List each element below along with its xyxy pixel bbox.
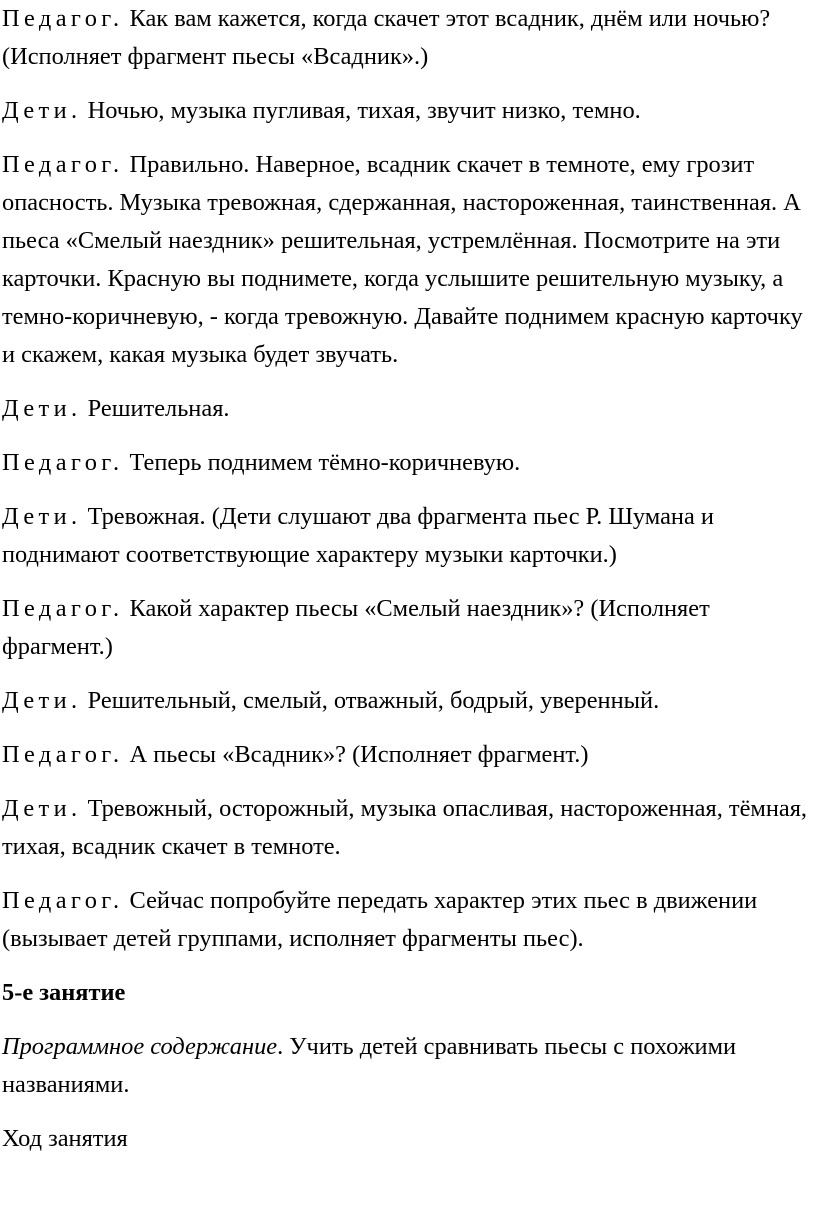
- dialogue-paragraph: [2, 590, 814, 666]
- dialogue-paragraph: [2, 882, 814, 958]
- speaker-label: Педагог.: [2, 151, 124, 178]
- speaker-label: Дети.: [2, 687, 82, 714]
- speaker-label: Педагог.: [2, 5, 124, 32]
- dialogue-paragraph: [2, 92, 814, 130]
- dialogue-paragraph: [2, 390, 814, 428]
- dialogue-paragraph: [2, 790, 814, 866]
- speaker-label: Дети.: [2, 97, 82, 124]
- speaker-label: Педагог.: [2, 595, 124, 622]
- program-paragraph: [2, 1028, 814, 1104]
- paragraph-text: Какой характер пьесы «Смелый наездник»? (Исполняет фрагмент.): [2, 595, 710, 660]
- speaker-label: Дети.: [2, 395, 82, 422]
- paragraph-text: Решительный, смелый, отважный, бодрый, уверенный.: [81, 687, 660, 714]
- dialogue-paragraph: [2, 444, 814, 482]
- speaker-label: Педагог.: [2, 741, 124, 768]
- dialogue-paragraph: [2, 736, 814, 774]
- speaker-label: Дети.: [2, 503, 82, 530]
- dialogue-paragraph: [2, 682, 814, 720]
- paragraph-text: А пьесы «Всадник»? (Исполняет фрагмент.): [123, 741, 589, 768]
- lesson-heading: 5-е занятие: [2, 979, 126, 1006]
- paragraph-text: Сейчас попробуйте передать характер этих пьес в движении (вызывает детей группами, исполняет фрагменты пьес).: [2, 887, 758, 952]
- paragraph-text: Как вам кажется, когда скачет этот всадник, днём или ночью? (Исполняет фрагмент пьесы «Всадник».): [2, 5, 771, 70]
- paragraph-text: Правильно. Наверное, всадник скачет в темноте, ему грозит опасность. Музыка тревожная, сдержанная, настороженная, таинственная. А пьеса «Смелый наездник» решительная, устремлённая. Посмотрите на эти карточки. Красную вы поднимете, когда услышите решительную музыку, а темно-коричневую, - когда тревожную. Давайте поднимем красную карточку и скажем, какая музыка будет звучать.: [2, 151, 803, 368]
- paragraph-text: Тревожный, осторожный, музыка опасливая, настороженная, тёмная, тихая, всадник скачет в темноте.: [2, 795, 808, 860]
- paragraph-text: Теперь поднимем тёмно-коричневую.: [123, 449, 521, 476]
- speaker-label: Педагог.: [2, 449, 124, 476]
- document-page: [2, 0, 814, 1158]
- speaker-label: Педагог.: [2, 887, 124, 914]
- speaker-label: Дети.: [2, 795, 82, 822]
- program-label: Программное содержание: [2, 1033, 278, 1060]
- dialogue-paragraph: [2, 498, 814, 574]
- dialogue-paragraph: [2, 0, 814, 76]
- program-text: . Учить детей сравнивать пьесы с похожими названиями.: [2, 1033, 737, 1098]
- lesson-flow-heading: Ход занятия: [2, 1125, 128, 1152]
- paragraph-text: Ночью, музыка пугливая, тихая, звучит низко, темно.: [81, 97, 641, 124]
- paragraph-text: Тревожная. (Дети слушают два фрагмента пьес Р. Шумана и поднимают соответствующие характеру музыки карточки.): [2, 503, 714, 568]
- paragraph-text: Решительная.: [81, 395, 230, 422]
- dialogue-paragraph: [2, 146, 814, 374]
